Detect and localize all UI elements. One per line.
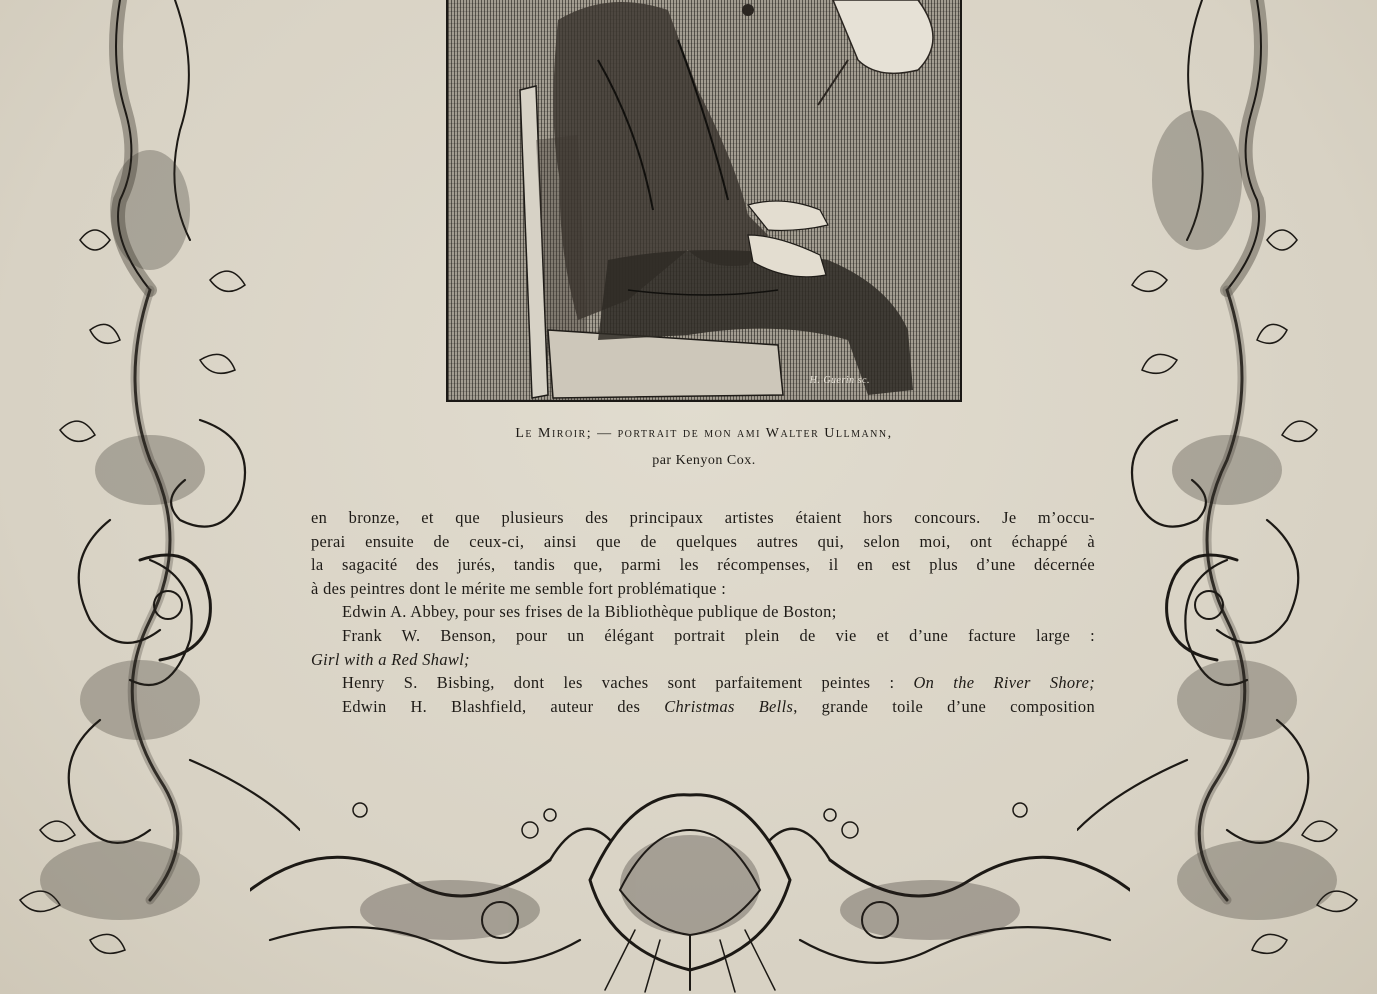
bottom-cartouche-ornament-icon — [250, 770, 1130, 994]
body-text-span: Henry S. Bisbing, dont les vaches sont parfaitement peintes : — [342, 673, 914, 693]
figure-caption-title: Le Miroir; — portrait de mon ami Walter Ullmann, — [515, 426, 893, 441]
figure-caption-credit: par Kenyon Cox. — [652, 453, 756, 468]
artwork-title: On the River Shore; — [913, 673, 1096, 693]
body-line — [311, 695, 1095, 719]
engraver-signature: H. Guerin sc. — [809, 375, 870, 386]
body-line: la sagacité des jurés, tandis que, parmi les récompenses, il en est plus d’une décernée — [311, 555, 1095, 575]
article-body — [311, 506, 1095, 718]
engraving-plate — [446, 0, 962, 402]
body-text-span: , grande toile d’une composition — [793, 696, 1095, 716]
body-line: à des peintres dont le mérite me semble fort problématique : — [311, 578, 727, 598]
body-line — [311, 671, 1095, 695]
artwork-title: Christmas Bells — [664, 696, 794, 716]
body-text-span: Edwin H. Blashfield, auteur des — [342, 696, 665, 716]
body-line: en bronze, et que plusieurs des principaux artistes étaient hors concours. Je m’occu- — [311, 508, 1095, 527]
body-line: perai ensuite de ceux-ci, ainsi que de quelques autres qui, selon moi, ont échappé à — [311, 531, 1095, 551]
portrait-engraving — [448, 0, 962, 402]
artwork-title: Girl with a Red Shawl; — [311, 649, 470, 669]
body-line — [311, 648, 1095, 672]
body-line: Edwin A. Abbey, pour ses frises de la Bibliothèque publique de Boston; — [342, 602, 837, 622]
body-line: Frank W. Benson, pour un élégant portrait plein de vie et d’une facture large : — [342, 625, 1095, 645]
